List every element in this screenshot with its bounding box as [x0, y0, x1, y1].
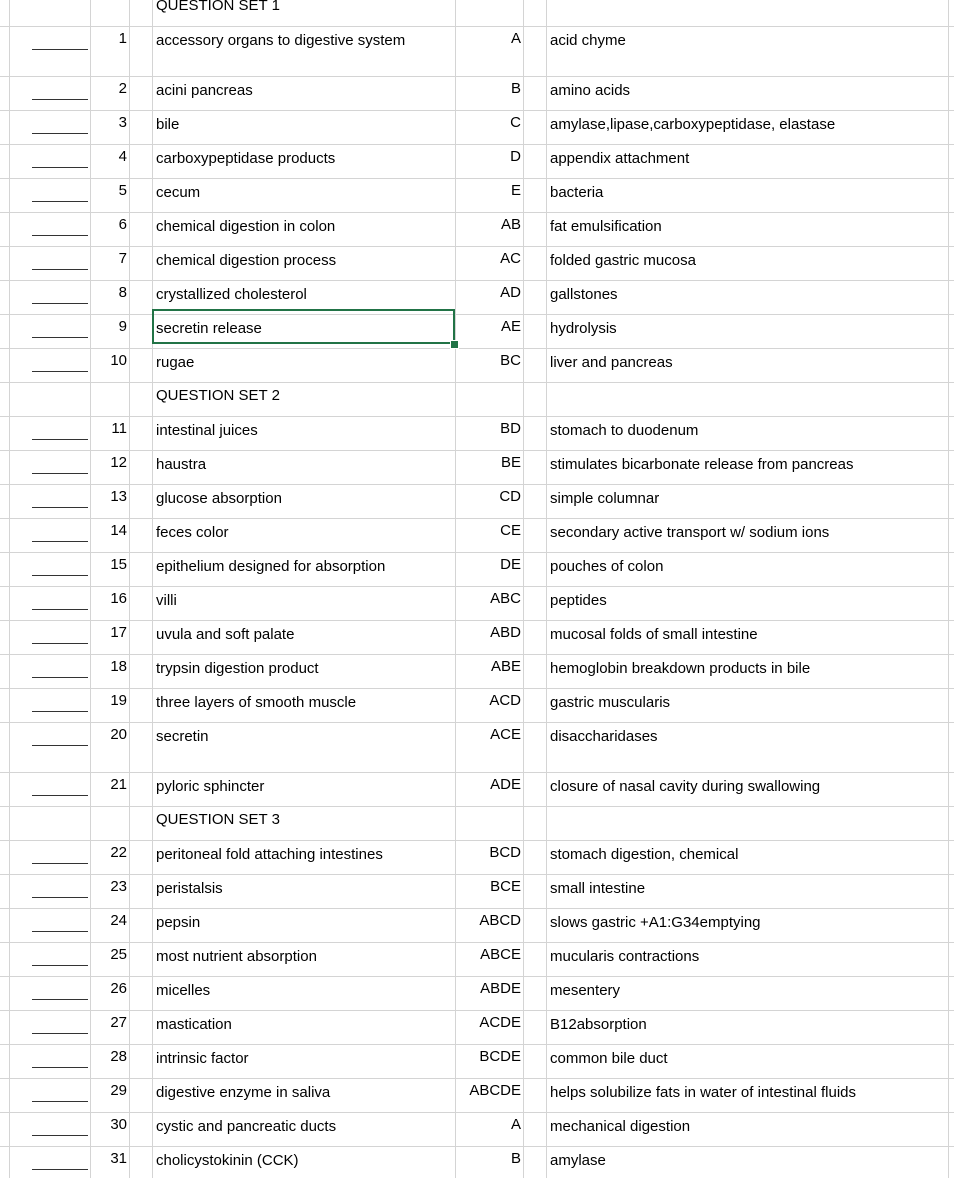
answer-code[interactable]: D: [510, 148, 521, 165]
table-row: [0, 314, 954, 348]
question-number[interactable]: 1: [118, 30, 127, 47]
question-number[interactable]: 3: [118, 114, 127, 131]
answer-blank[interactable]: [32, 145, 88, 178]
answer-blank[interactable]: [32, 519, 88, 552]
term-cell[interactable]: crystallized cholesterol: [156, 286, 307, 303]
answer-blank[interactable]: [32, 77, 88, 110]
answer-code[interactable]: CD: [499, 488, 521, 505]
answer-blank[interactable]: [32, 841, 88, 874]
answer-blank[interactable]: [32, 977, 88, 1010]
question-number[interactable]: 2: [118, 80, 127, 97]
definition-cell[interactable]: disaccharidases: [550, 728, 658, 745]
answer-code[interactable]: ABCE: [480, 946, 521, 963]
term-cell[interactable]: chemical digestion process: [156, 252, 337, 269]
answer-code[interactable]: ABD: [490, 624, 521, 641]
question-number[interactable]: 6: [118, 216, 127, 233]
table-row: [0, 586, 954, 620]
answer-blank-line: [32, 965, 88, 966]
answer-blank-line: [32, 1135, 88, 1136]
term-cell[interactable]: epithelium designed for absorption: [156, 558, 386, 575]
table-row: [0, 874, 954, 908]
answer-code[interactable]: ABCDE: [469, 1082, 521, 1099]
answer-blank[interactable]: [32, 1045, 88, 1078]
table-row: [0, 1044, 954, 1078]
section-header[interactable]: QUESTION SET 2: [156, 387, 280, 404]
selected-term-cell[interactable]: secretin release: [156, 320, 262, 337]
table-row: [0, 654, 954, 688]
answer-blank[interactable]: [32, 485, 88, 518]
answer-blank-line: [32, 931, 88, 932]
question-number[interactable]: 31: [110, 1150, 127, 1167]
answer-blank-line: [32, 999, 88, 1000]
answer-blank-line: [32, 269, 88, 270]
table-row: [0, 212, 954, 246]
table-row: [0, 416, 954, 450]
term-cell[interactable]: most nutrient absorption: [156, 948, 317, 965]
definition-cell[interactable]: mucosal folds of small intestine: [550, 626, 758, 643]
answer-blank-line: [32, 371, 88, 372]
answer-blank-line: [32, 201, 88, 202]
table-row: [0, 1146, 954, 1180]
answer-blank[interactable]: [32, 723, 88, 772]
answer-blank-line: [32, 49, 88, 50]
question-number[interactable]: 17: [110, 624, 127, 641]
definition-cell[interactable]: gastric muscularis: [550, 694, 671, 711]
answer-code[interactable]: ABE: [490, 658, 521, 675]
table-row: [0, 484, 954, 518]
term-cell[interactable]: chemical digestion in colon: [156, 218, 336, 235]
answer-blank[interactable]: [32, 349, 88, 382]
term-cell[interactable]: glucose absorption: [156, 490, 282, 507]
answer-code[interactable]: AE: [500, 318, 521, 335]
answer-blank[interactable]: [32, 213, 88, 246]
answer-blank[interactable]: [32, 655, 88, 688]
table-row: [0, 840, 954, 874]
answer-blank[interactable]: [32, 773, 88, 806]
table-row: [0, 688, 954, 722]
term-cell[interactable]: trypsin digestion product: [156, 660, 319, 677]
answer-code[interactable]: BD: [500, 420, 521, 437]
section-header-row: [0, 0, 954, 26]
definition-cell[interactable]: acid chyme: [550, 32, 626, 49]
term-cell[interactable]: acini pancreas: [156, 82, 253, 99]
table-row: [0, 620, 954, 654]
answer-code[interactable]: C: [510, 114, 521, 131]
question-number[interactable]: 5: [118, 182, 127, 199]
answer-blank-line: [32, 99, 88, 100]
answer-code[interactable]: BE: [500, 454, 521, 471]
answer-code[interactable]: ACDE: [479, 1014, 521, 1031]
answer-blank-line: [32, 439, 88, 440]
table-row: [0, 772, 954, 806]
question-number[interactable]: 10: [110, 352, 127, 369]
answer-blank[interactable]: [32, 1113, 88, 1146]
question-number[interactable]: 26: [110, 980, 127, 997]
fill-handle[interactable]: [450, 340, 459, 349]
question-number[interactable]: 22: [110, 844, 127, 861]
term-cell[interactable]: pepsin: [156, 914, 201, 931]
definition-cell[interactable]: stomach digestion, chemical: [550, 846, 739, 863]
answer-code[interactable]: B: [510, 80, 521, 97]
answer-code[interactable]: B: [510, 1150, 521, 1167]
definition-cell[interactable]: folded gastric mucosa: [550, 252, 696, 269]
answer-blank[interactable]: [32, 909, 88, 942]
answer-code[interactable]: BCE: [490, 878, 521, 895]
table-row: [0, 348, 954, 382]
answer-blank-line: [32, 541, 88, 542]
answer-blank[interactable]: [32, 1079, 88, 1112]
definition-cell[interactable]: closure of nasal cavity during swallowing: [550, 778, 821, 795]
answer-code[interactable]: AD: [500, 284, 521, 301]
section-header-row: [0, 382, 954, 416]
answer-blank[interactable]: [32, 689, 88, 722]
term-cell[interactable]: peristalsis: [156, 880, 223, 897]
definition-cell[interactable]: mucularis contractions: [550, 948, 700, 965]
term-cell[interactable]: digestive enzyme in saliva: [156, 1084, 331, 1101]
question-number[interactable]: 19: [110, 692, 127, 709]
answer-blank[interactable]: [32, 451, 88, 484]
term-cell[interactable]: feces color: [156, 524, 229, 541]
question-number[interactable]: 4: [118, 148, 127, 165]
question-number[interactable]: 21: [110, 776, 127, 793]
definition-cell[interactable]: mechanical digestion: [550, 1118, 691, 1135]
term-cell[interactable]: mastication: [156, 1016, 232, 1033]
selected-cell-outline: [152, 309, 455, 344]
table-row: [0, 1010, 954, 1044]
answer-code[interactable]: DE: [500, 556, 521, 573]
definition-cell[interactable]: appendix attachment: [550, 150, 690, 167]
table-row: [0, 1078, 954, 1112]
question-number[interactable]: 24: [110, 912, 127, 929]
term-cell[interactable]: pyloric sphincter: [156, 778, 265, 795]
term-cell[interactable]: three layers of smooth muscle: [156, 694, 357, 711]
definition-cell[interactable]: helps solubilize fats in water of intestinal fluids: [550, 1084, 856, 1101]
table-row: [0, 518, 954, 552]
answer-blank-line: [32, 1067, 88, 1068]
answer-code[interactable]: CE: [500, 522, 521, 539]
question-number[interactable]: 11: [111, 420, 127, 437]
definition-cell[interactable]: secondary active transport w/ sodium ions: [550, 524, 830, 541]
answer-blank-line: [32, 609, 88, 610]
section-header[interactable]: QUESTION SET 1: [156, 0, 280, 14]
answer-blank-line: [32, 677, 88, 678]
definition-cell[interactable]: hemoglobin breakdown products in bile: [550, 660, 811, 677]
answer-blank-line: [32, 235, 88, 236]
definition-cell[interactable]: bacteria: [550, 184, 604, 201]
table-row: [0, 110, 954, 144]
definition-cell[interactable]: B12absorption: [550, 1016, 647, 1033]
question-number[interactable]: 28: [110, 1048, 127, 1065]
answer-blank-line: [32, 575, 88, 576]
answer-code[interactable]: BC: [500, 352, 521, 369]
answer-blank-line: [32, 745, 88, 746]
term-cell[interactable]: villi: [156, 592, 177, 609]
answer-blank[interactable]: [32, 179, 88, 212]
definition-cell[interactable]: stimulates bicarbonate release from pancreas: [550, 456, 854, 473]
answer-blank-line: [32, 133, 88, 134]
question-number[interactable]: 8: [118, 284, 127, 301]
definition-cell[interactable]: peptides: [550, 592, 607, 609]
answer-blank[interactable]: [32, 943, 88, 976]
answer-blank-line: [32, 643, 88, 644]
answer-blank[interactable]: [32, 621, 88, 654]
term-cell[interactable]: secretin: [156, 728, 209, 745]
question-number[interactable]: 9: [118, 318, 127, 335]
table-row: [0, 246, 954, 280]
answer-blank[interactable]: [32, 111, 88, 144]
answer-code[interactable]: ACD: [489, 692, 521, 709]
answer-code[interactable]: ABC: [490, 590, 521, 607]
term-cell[interactable]: uvula and soft palate: [156, 626, 295, 643]
answer-blank-line: [32, 337, 88, 338]
answer-blank-line: [32, 1169, 88, 1170]
term-cell[interactable]: intrinsic factor: [156, 1050, 249, 1067]
table-row: [0, 280, 954, 314]
answer-blank[interactable]: [32, 315, 88, 348]
definition-cell[interactable]: hydrolysis: [550, 320, 617, 337]
answer-blank-line: [32, 507, 88, 508]
term-cell[interactable]: cystic and pancreatic ducts: [156, 1118, 337, 1135]
table-row: [0, 450, 954, 484]
answer-blank[interactable]: [32, 281, 88, 314]
answer-blank[interactable]: [32, 247, 88, 280]
answer-blank[interactable]: [32, 587, 88, 620]
answer-blank[interactable]: [32, 417, 88, 450]
answer-blank[interactable]: [32, 875, 88, 908]
definition-cell[interactable]: fat emulsification: [550, 218, 662, 235]
answer-blank[interactable]: [32, 1011, 88, 1044]
term-cell[interactable]: haustra: [156, 456, 207, 473]
answer-code[interactable]: AB: [500, 216, 521, 233]
section-header[interactable]: QUESTION SET 3: [156, 811, 280, 828]
term-cell[interactable]: accessory organs to digestive system: [156, 32, 406, 49]
table-row: [0, 76, 954, 110]
definition-cell[interactable]: amino acids: [550, 82, 631, 99]
definition-cell[interactable]: mesentery: [550, 982, 621, 999]
answer-code[interactable]: A: [510, 1116, 521, 1133]
definition-cell[interactable]: common bile duct: [550, 1050, 668, 1067]
table-row: [0, 722, 954, 772]
table-row: [0, 178, 954, 212]
answer-code[interactable]: BCDE: [479, 1048, 521, 1065]
definition-cell[interactable]: liver and pancreas: [550, 354, 673, 371]
question-number[interactable]: 12: [110, 454, 127, 471]
answer-blank-line: [32, 711, 88, 712]
table-row: [0, 26, 954, 76]
answer-code[interactable]: E: [510, 182, 521, 199]
question-number[interactable]: 29: [110, 1082, 127, 1099]
term-cell[interactable]: intestinal juices: [156, 422, 258, 439]
answer-blank[interactable]: [32, 553, 88, 586]
answer-code[interactable]: ABDE: [480, 980, 521, 997]
definition-cell[interactable]: simple columnar: [550, 490, 660, 507]
definition-cell[interactable]: amylase,lipase,carboxypeptidase, elastase: [550, 116, 836, 133]
question-number[interactable]: 7: [118, 250, 127, 267]
table-row: [0, 942, 954, 976]
answer-blank-line: [32, 167, 88, 168]
definition-cell[interactable]: amylase: [550, 1152, 606, 1169]
term-cell[interactable]: cholicystokinin (CCK): [156, 1152, 299, 1169]
question-number[interactable]: 18: [110, 658, 127, 675]
term-cell[interactable]: cecum: [156, 184, 201, 201]
table-row: [0, 908, 954, 942]
answer-blank-line: [32, 863, 88, 864]
answer-code[interactable]: BCD: [489, 844, 521, 861]
definition-cell[interactable]: stomach to duodenum: [550, 422, 699, 439]
answer-code[interactable]: ABCD: [479, 912, 521, 929]
answer-blank[interactable]: [32, 27, 88, 76]
question-number[interactable]: 23: [110, 878, 127, 895]
question-number[interactable]: 14: [110, 522, 127, 539]
answer-blank-line: [32, 1033, 88, 1034]
question-number[interactable]: 16: [110, 590, 127, 607]
table-row: [0, 976, 954, 1010]
answer-code[interactable]: ADE: [490, 776, 521, 793]
term-cell[interactable]: rugae: [156, 354, 195, 371]
answer-blank-line: [32, 1101, 88, 1102]
table-row: [0, 1112, 954, 1146]
answer-blank-line: [32, 473, 88, 474]
term-cell[interactable]: peritoneal fold attaching intestines: [156, 846, 383, 863]
question-number[interactable]: 13: [110, 488, 127, 505]
question-number[interactable]: 15: [110, 556, 127, 573]
answer-blank-line: [32, 897, 88, 898]
table-row: [0, 144, 954, 178]
answer-blank-line: [32, 303, 88, 304]
answer-blank[interactable]: [32, 1147, 88, 1180]
definition-cell[interactable]: gallstones: [550, 286, 618, 303]
table-row: [0, 552, 954, 586]
term-cell[interactable]: micelles: [156, 982, 211, 999]
answer-code[interactable]: AC: [500, 250, 521, 267]
answer-blank-line: [32, 795, 88, 796]
definition-cell[interactable]: pouches of colon: [550, 558, 664, 575]
question-number[interactable]: 27: [110, 1014, 127, 1031]
question-number[interactable]: 25: [110, 946, 127, 963]
term-cell[interactable]: bile: [156, 116, 180, 133]
definition-cell[interactable]: small intestine: [550, 880, 646, 897]
answer-code[interactable]: A: [510, 30, 521, 47]
answer-code[interactable]: ACE: [490, 726, 521, 743]
section-header-row: [0, 806, 954, 840]
definition-cell[interactable]: slows gastric +A1:G34emptying: [550, 914, 761, 931]
question-number[interactable]: 30: [110, 1116, 127, 1133]
term-cell[interactable]: carboxypeptidase products: [156, 150, 336, 167]
question-number[interactable]: 20: [110, 726, 127, 743]
